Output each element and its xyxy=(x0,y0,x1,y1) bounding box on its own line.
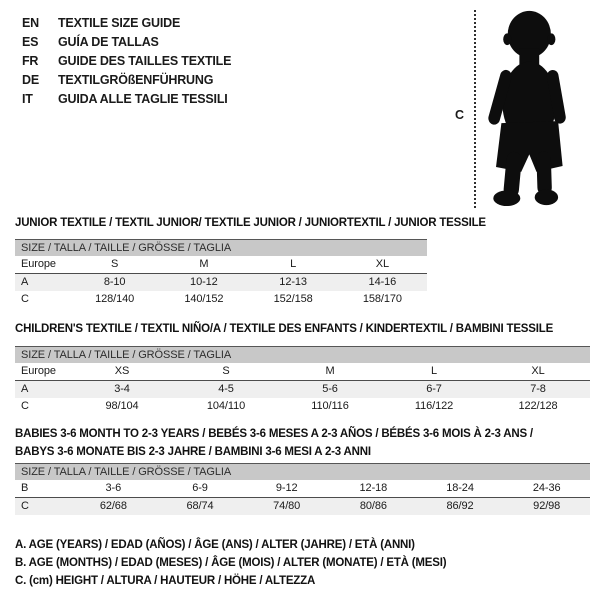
note-age-years: A. AGE (YEARS) / EDAD (AÑOS) / ÂGE (ANS) / ALTER (JAHRE) / ETÀ (ANNI) xyxy=(15,539,415,551)
language-code: EN xyxy=(22,16,39,30)
table-cell: 6-7 xyxy=(426,383,442,395)
language-row xyxy=(22,71,231,90)
table-cell: 158/170 xyxy=(362,293,402,305)
size-header-bar: SIZE / TALLA / TAILLE / GRÖSSE / TAGLIA xyxy=(15,239,427,256)
table-cell: 116/122 xyxy=(414,400,454,412)
table-cell: 8-10 xyxy=(103,276,126,288)
table-cell: 104/110 xyxy=(206,400,246,412)
table-cell: 4-5 xyxy=(218,383,234,395)
table-row-c xyxy=(15,498,590,515)
table-cell: L xyxy=(430,365,438,377)
table-cell: 86/92 xyxy=(446,500,474,512)
junior-size-table xyxy=(15,239,427,308)
section-title-children xyxy=(15,320,553,338)
language-name: GUIDA ALLE TAGLIE TESSILI xyxy=(58,92,228,106)
table-cell: 110/116 xyxy=(311,400,349,412)
section-title-babies xyxy=(15,425,533,461)
table-cell: S xyxy=(111,258,119,270)
table-row-b xyxy=(15,480,590,498)
row-label: A xyxy=(21,383,29,395)
table-cell: 68/74 xyxy=(186,500,214,512)
table-row-a xyxy=(15,381,590,398)
size-header-bar: SIZE / TALLA / TAILLE / GRÖSSE / TAGLIA xyxy=(15,463,590,480)
language-row xyxy=(22,52,231,71)
children-size-table xyxy=(15,346,590,415)
table-cell: 3-4 xyxy=(114,383,130,395)
table-cell: 18-24 xyxy=(446,482,474,494)
table-cell: 5-6 xyxy=(322,383,338,395)
section-title-line: JUNIOR TEXTILE / TEXTIL JUNIOR/ TEXTILE JUNIOR / JUNIORTEXTIL / JUNIOR TESSILE xyxy=(15,217,486,229)
table-row-europe xyxy=(15,363,590,381)
table-cell: 128/140 xyxy=(95,293,135,305)
table-cell: XL xyxy=(375,258,389,270)
section-title-line: BABYS 3-6 MONATE BIS 2-3 JAHRE / BAMBINI 3-6 MESI A 2-3 ANNI xyxy=(15,446,371,458)
language-name: TEXTILGRÖßENFÜHRUNG xyxy=(58,73,214,87)
babies-size-table xyxy=(15,463,590,515)
legend-notes xyxy=(15,536,446,590)
table-cell: 24-36 xyxy=(532,482,561,494)
section-title-line: BABIES 3-6 MONTH TO 2-3 YEARS / BEBÉS 3-6 MESES A 2-3 AÑOS / BÉBÉS 3-6 MOIS À 2-3 ANS / xyxy=(15,428,533,440)
baby-silhouette-icon xyxy=(487,8,577,208)
table-cell: 74/80 xyxy=(273,500,301,512)
language-name: GUÍA DE TALLAS xyxy=(58,35,159,49)
row-label: A xyxy=(21,276,29,288)
table-row-c xyxy=(15,398,590,415)
table-cell: L xyxy=(290,258,297,270)
row-label: C xyxy=(21,293,29,305)
table-cell: M xyxy=(325,365,335,377)
language-code: DE xyxy=(22,73,39,87)
table-cell: 12-13 xyxy=(279,276,307,288)
table-cell: 3-6 xyxy=(105,482,122,494)
table-cell: 62/68 xyxy=(99,500,127,512)
language-name: TEXTILE SIZE GUIDE xyxy=(58,16,181,30)
row-label: B xyxy=(21,482,29,494)
note-age-months: B. AGE (MONTHS) / EDAD (MESES) / ÂGE (MOIS) / ALTER (MONATE) / ETÀ (MESI) xyxy=(15,557,447,569)
table-cell: 140/152 xyxy=(184,293,224,305)
table-cell: M xyxy=(199,258,209,270)
language-row xyxy=(22,33,231,52)
table-cell: XS xyxy=(114,365,130,377)
table-cell: 14-16 xyxy=(368,276,397,288)
table-row-a xyxy=(15,274,427,291)
table-cell: S xyxy=(222,365,230,377)
row-label: Europe xyxy=(21,258,56,270)
size-header-bar: SIZE / TALLA / TAILLE / GRÖSSE / TAGLIA xyxy=(15,346,590,363)
language-name: GUIDE DES TAILLES TEXTILE xyxy=(58,54,232,68)
table-cell: 80/86 xyxy=(359,500,387,512)
language-row xyxy=(22,14,231,33)
table-cell: 9-12 xyxy=(275,482,298,494)
table-cell: 152/158 xyxy=(273,293,313,305)
section-title-line: CHILDREN'S TEXTILE / TEXTIL NIÑO/A / TEXTILE DES ENFANTS / KINDERTEXTIL / BAMBINI TESSILE xyxy=(15,323,554,335)
table-cell: 10-12 xyxy=(190,276,218,288)
table-row-c xyxy=(15,291,427,308)
language-code: FR xyxy=(22,54,39,68)
table-cell: 98/104 xyxy=(105,400,139,412)
table-cell: 12-18 xyxy=(359,482,388,494)
row-label: C xyxy=(21,400,29,412)
language-code: IT xyxy=(22,92,33,106)
table-cell: 7-8 xyxy=(530,383,546,395)
language-list xyxy=(22,14,231,109)
row-label: C xyxy=(21,500,29,512)
section-title-junior xyxy=(15,214,486,232)
language-code: ES xyxy=(22,35,39,49)
note-height-cm: C. (cm) HEIGHT / ALTURA / HAUTEUR / HÖHE / ALTEZZA xyxy=(15,575,316,587)
language-row xyxy=(22,90,231,109)
measure-label-c: C xyxy=(455,108,465,122)
height-measure-line xyxy=(474,10,476,208)
table-cell: XL xyxy=(531,365,545,377)
table-cell: 6-9 xyxy=(192,482,208,494)
table-row-europe xyxy=(15,256,427,274)
table-cell: 122/128 xyxy=(518,400,558,412)
table-cell: 92/98 xyxy=(533,500,561,512)
row-label: Europe xyxy=(21,365,56,377)
